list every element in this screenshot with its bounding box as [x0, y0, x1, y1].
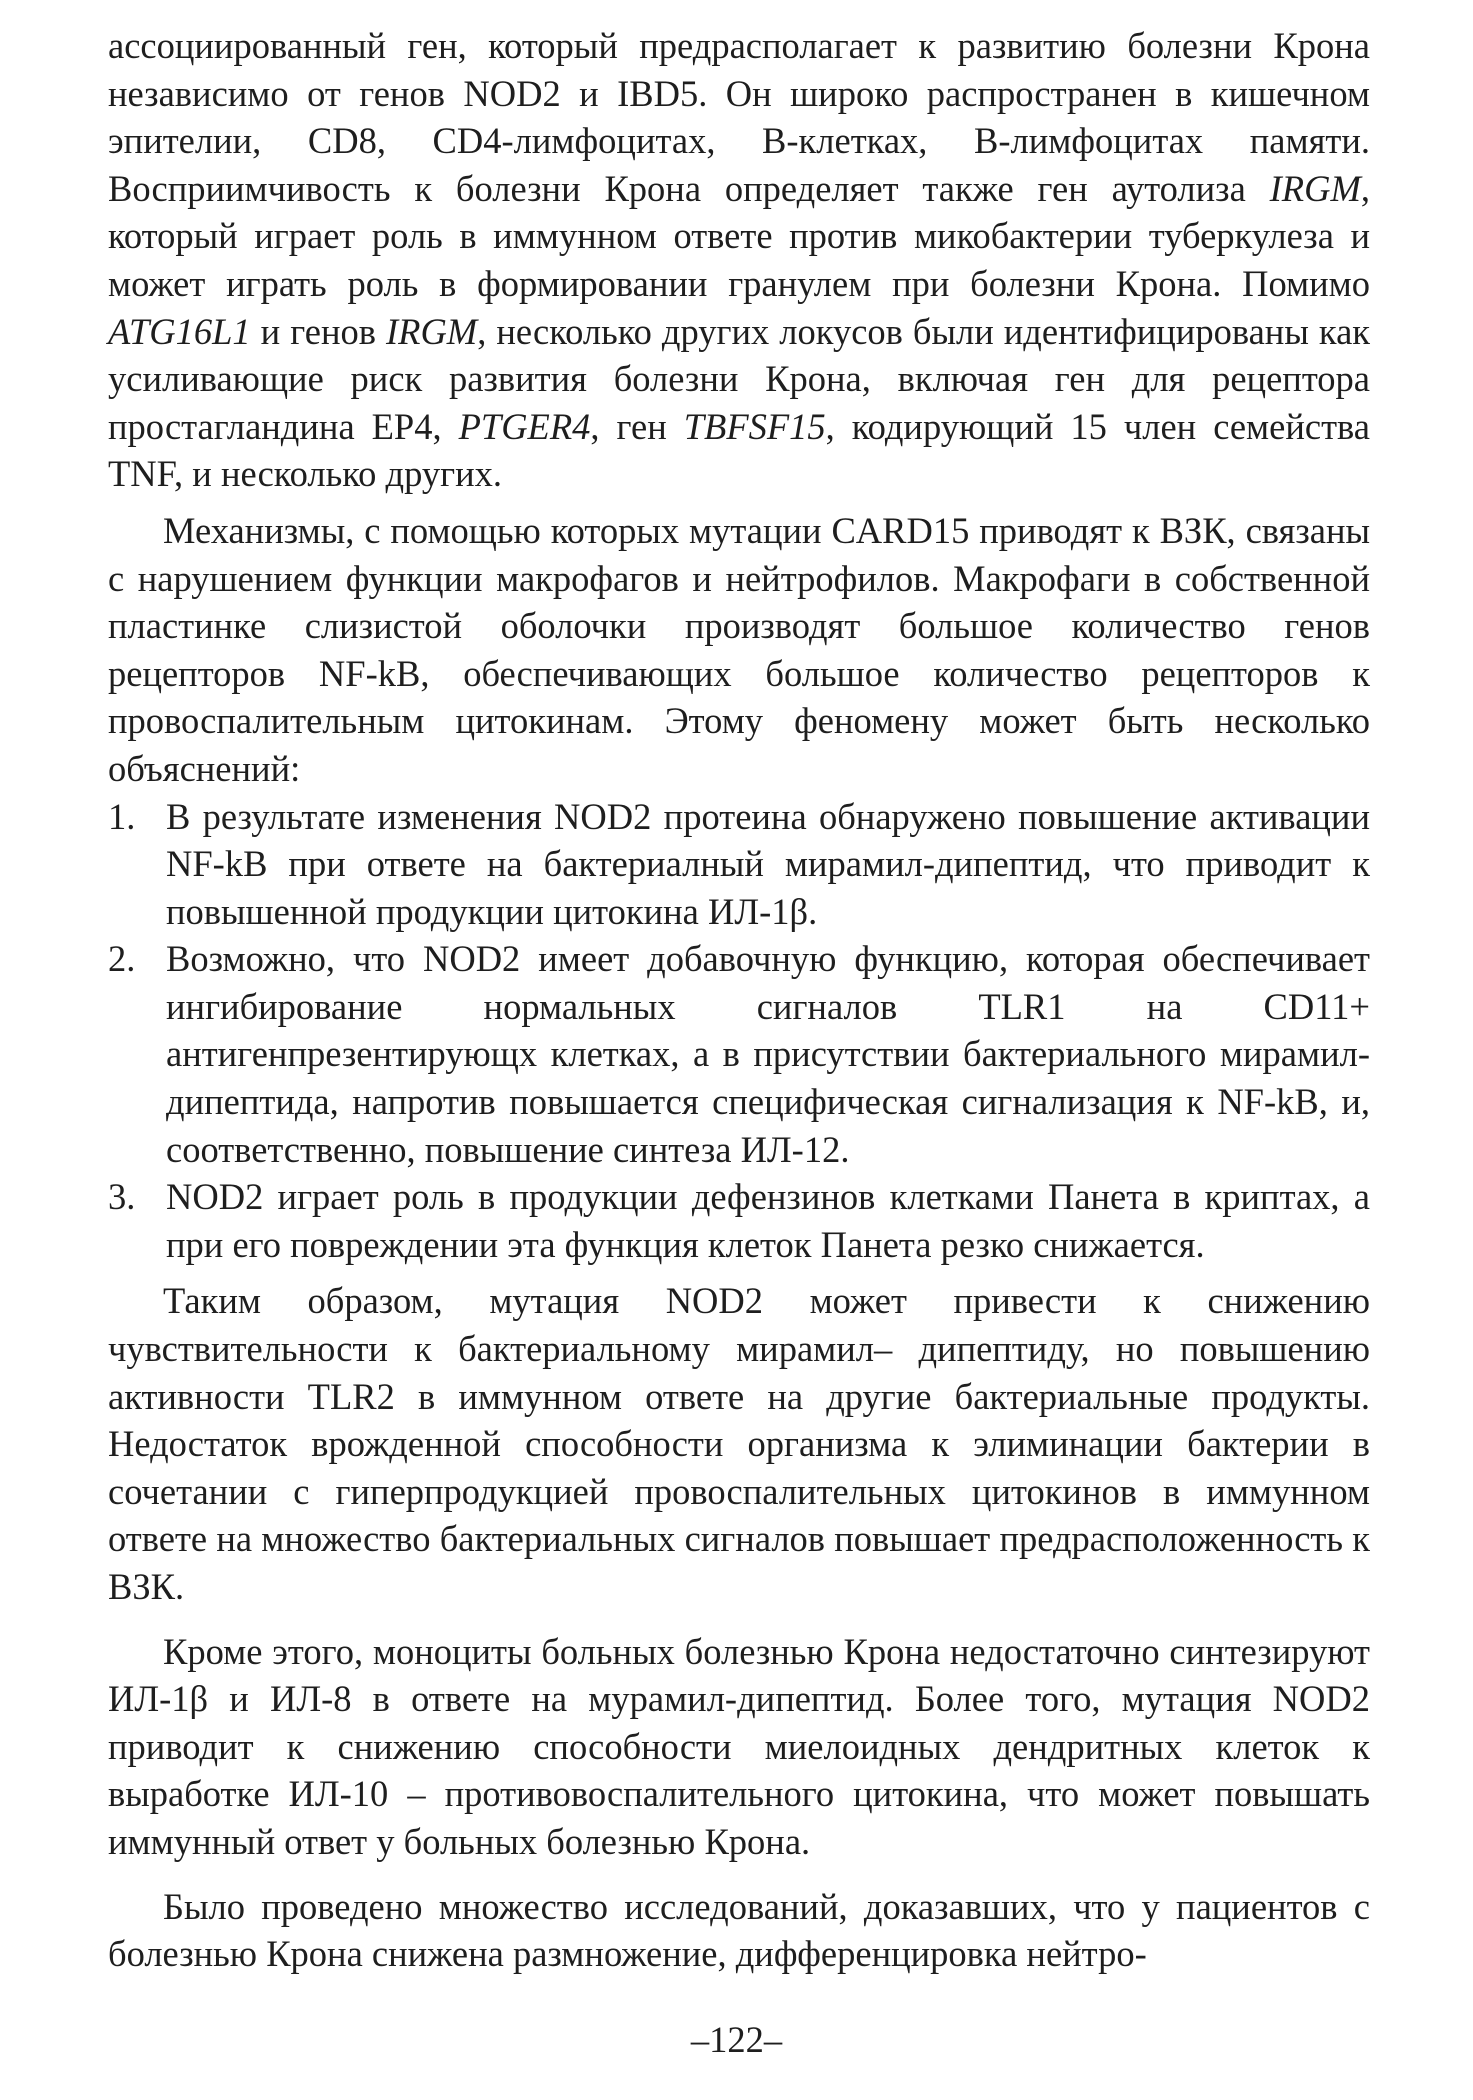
paragraph-text: и генов [250, 310, 386, 352]
list-item-number: 1. [108, 795, 136, 837]
gene-name: ATG16L1 [108, 310, 251, 352]
list-item [108, 793, 1370, 936]
paragraph-text: , который играет роль в иммунном ответе против микобактерии туберкулеза и может играть роль в формировании гранулем при болезни Крона. Помимо [108, 167, 1370, 304]
paragraph-monocytes: Кроме этого, моноциты больных болезнью Крона недостаточно синтезируют ИЛ-1β и ИЛ-8 в ответе на мурамил-дипептид. Более того, мутация NOD2 приводит к снижению способности миелоидных дендритных клеток к выработке ИЛ-10 – противовоспалительного цитокина, что может повышать иммунный ответ у больных болезнью Крона. [108, 1630, 1370, 1862]
list-item-number: 3. [108, 1176, 136, 1218]
list-item [108, 1173, 1370, 1268]
numbered-list [108, 793, 1370, 1269]
list-item-text: NOD2 играет роль в продукции дефензинов клетками Панета в криптах, а при его повреждении эта функция клеток Панета резко снижается. [166, 1176, 1370, 1265]
page-body [108, 22, 1370, 1978]
paragraph-continuation [108, 22, 1370, 498]
paragraph-text: ассоциированный ген, который предрасполагает к развитию болезни Крона независимо от генов NOD2 и IBD5. Он широко распространен в кишечном эпителии, CD8, CD4-лимфоцитах, В-клетках, В-лимфоцитах памяти. Восприимчивость к болезни Крона определяет также ген аутолиза [108, 25, 1370, 209]
list-item-text: В результате изменения NOD2 протеина обнаружено повышение активации NF-kB при ответе на бактериалный мирамил-дипептид, что приводит к повышенной продукции цитокина ИЛ-1β. [166, 795, 1370, 932]
list-item [108, 935, 1370, 1173]
list-item-number: 2. [108, 938, 136, 980]
gene-name: IRGM [386, 310, 478, 352]
paragraph-studies: Было проведено множество исследований, доказавших, что у пациентов с болезнью Крона снижена размножение, дифференцировка нейтро- [108, 1885, 1370, 1975]
paragraph-conclusion: Таким образом, мутация NOD2 может привести к снижению чувствительности к бактериальному мирамил– дипептиду, но повышению активности TLR2 в иммунном ответе на другие бактериальные продукты. Недостаток врожденной способности организма к элиминации бактерии в сочетании с гиперпродукцией провоспалительных цитокинов в иммунном ответе на множество бактериальных сигналов повышает предрасположенность к ВЗК. [108, 1280, 1370, 1607]
gene-name: PTGER4 [458, 405, 591, 447]
gene-name: TBFSF15 [683, 405, 826, 447]
page-number: –122– [690, 2019, 783, 2060]
gene-name: IRGM [1269, 167, 1361, 209]
paragraph-text: , несколько других локусов были идентифицированы как усиливающие риск развития болезни Крона, включая ген для рецептора простагландина ЕР4, [108, 310, 1370, 447]
paragraph-text: , ген [590, 405, 684, 447]
paragraph-mechanisms: Механизмы, с помощью которых мутации CARD15 приводят к ВЗК, связаны с нарушением функции макрофагов и нейтрофилов. Макрофаги в собственной пластинке слизистой оболочки производят большое количество генов рецепторов NF-kB, обеспечивающих большое количество рецепторов к провоспалительным цитокинам. Этому феномену может быть несколько объяснений: [108, 509, 1370, 789]
paragraph-text: , кодирующий 15 член семейства TNF, и несколько других. [108, 405, 1370, 495]
list-item-text: Возможно, что NOD2 имеет добавочную функцию, которая обеспечивает ингибирование нормальных сигналов TLR1 на CD11+ антигенпрезентирующх клетках, а в присутствии бактериального мирамил-дипептида, напротив повышается специфическая сигнализация к NF-kB, и, соответственно, повышение синтеза ИЛ-12. [166, 938, 1370, 1170]
